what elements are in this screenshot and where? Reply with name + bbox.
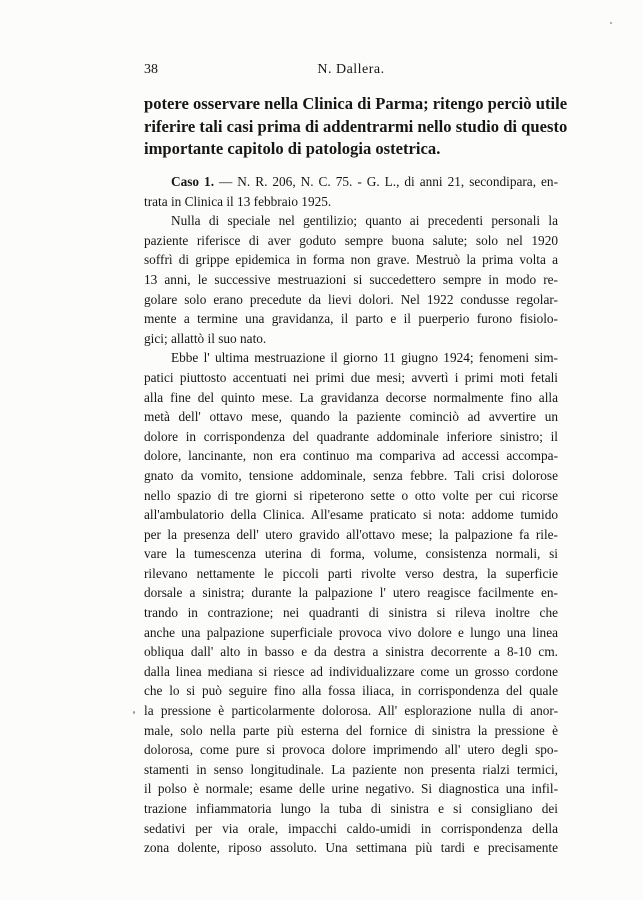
page-number: 38 [144, 62, 158, 77]
body-line: per la presenza dell' utero gravido all'ottavo mese; la palpazione fa rile- [144, 526, 558, 542]
body-line: dolore in corrispondenza del quadrante addominale inferiore sinistro; il [144, 428, 558, 444]
body-line: dorsale a sinistra; durante la palpazione l' utero reagisce facilmente en- [144, 585, 558, 601]
body-line: la pressione è particolarmente dolorosa. All' esplorazione nulla di anor- [144, 703, 558, 719]
body-line: paziente riferisce di aver goduto sempre buona salute; solo nel 1920 [144, 232, 558, 248]
case-heading-line [144, 172, 558, 192]
body-line: il polso è normale; esame delle urine negativo. Si diagnostica una infil- [144, 781, 558, 797]
body-line: mente a termine una gravidanza, il parto e il puerperio furono fisiolo- [144, 311, 558, 327]
body-line: anche una palpazione superficiale provoca vivo dolore e lungo una linea [144, 624, 558, 640]
body-line: che lo si può seguire fino alla fossa iliaca, in corrispondenza del quale [144, 683, 558, 699]
body-line: gnato da vomito, tensione addominale, senza febbre. Tali crisi dolorose [144, 467, 558, 483]
body-line: dolorosa, come pure si provoca dolore imprimendo all' utero degli spo- [144, 742, 558, 758]
body-line: soffrì di grippe epidemica in forma non grave. Mestruò la prima volta a [144, 252, 558, 268]
body-line: alla fine del quinto mese. La gravidanza decorse normalmente fino alla [144, 389, 558, 405]
running-head-author: N. Dallera. [317, 62, 385, 77]
body-line: obliqua dall' alto in basso e da destra a sinistra decorrente a 8-10 cm. [144, 644, 558, 660]
body-line: nello spazio di tre giorni si ripeterono sette o otto volte per cui ricorse [144, 487, 558, 503]
body-line: Ebbe l' ultima mestruazione il giorno 11 giugno 1924; fenomeni sim- [171, 350, 558, 366]
case-report [144, 172, 558, 858]
case-label: Caso 1. [171, 174, 215, 189]
scan-speck [133, 711, 135, 714]
body-line: sedativi per via orale, impacchi caldo-umidi in corrispondenza della [144, 820, 558, 836]
body-line: dalla linea mediana si riesce ad individualizzare come un grosso cordone [144, 663, 558, 679]
body-line: patici piuttosto accentuati nei primi due mesi; avvertì i primi moti fetali [144, 369, 558, 385]
body-line: zona dolente, riposo assoluto. Una settimana più tardi e precisamente [144, 840, 558, 856]
body-line: stamenti in senso longitudinale. La paziente non presenta rialzi termici, [144, 761, 558, 777]
body-line: vare la tumescenza uterina di forma, volume, consistenza normali, si [144, 546, 558, 562]
scan-speck [610, 22, 612, 24]
body-line: 13 anni, le successive mestruazioni si succedettero sempre in modo re- [144, 271, 558, 287]
body-line: dolore, lancinante, non era continuo ma compariva ad accessi accompa- [144, 448, 558, 464]
intro-paragraph [144, 93, 568, 161]
intro-line: importante capitolo di patologia ostetrica. [144, 139, 441, 158]
body-line: metà dell' ottavo mese, quando la paziente cominciò ad avvertire un [144, 409, 558, 425]
body-line: gici; allattò il suo nato. [144, 330, 267, 346]
body-line: trando in contrazione; nei quadranti di sinistra si rileva inoltre che [144, 605, 558, 621]
body-line: trata in Clinica il 13 febbraio 1925. [144, 193, 332, 209]
body-line: Nulla di speciale nel gentilizio; quanto ai precedenti personali la [171, 213, 558, 229]
intro-line: riferire tali casi prima di addentrarmi nello studio di questo [144, 116, 568, 136]
running-head [144, 62, 558, 82]
body-line: trazione infiammatoria lungo la tuba di sinistra e si consigliano dei [144, 801, 558, 816]
case-heading-text: — N. R. 206, N. C. 75. - G. L., di anni 21, secondipara, en- [214, 174, 558, 189]
body-line: rilevano nettamente le piccoli parti rivolte verso destra, la superficie [144, 565, 558, 581]
body-line: all'ambulatorio della Clinica. All'esame praticato si nota: addome tumido [144, 507, 558, 523]
body-line: male, solo nella parte più esterna del fornice di sinistra la pressione è [144, 722, 558, 738]
intro-line: potere osservare nella Clinica di Parma; ritengo perciò utile [144, 94, 568, 113]
body-line: golare solo erano precedute da lievi dolori. Nel 1922 condusse regolar- [144, 291, 558, 307]
